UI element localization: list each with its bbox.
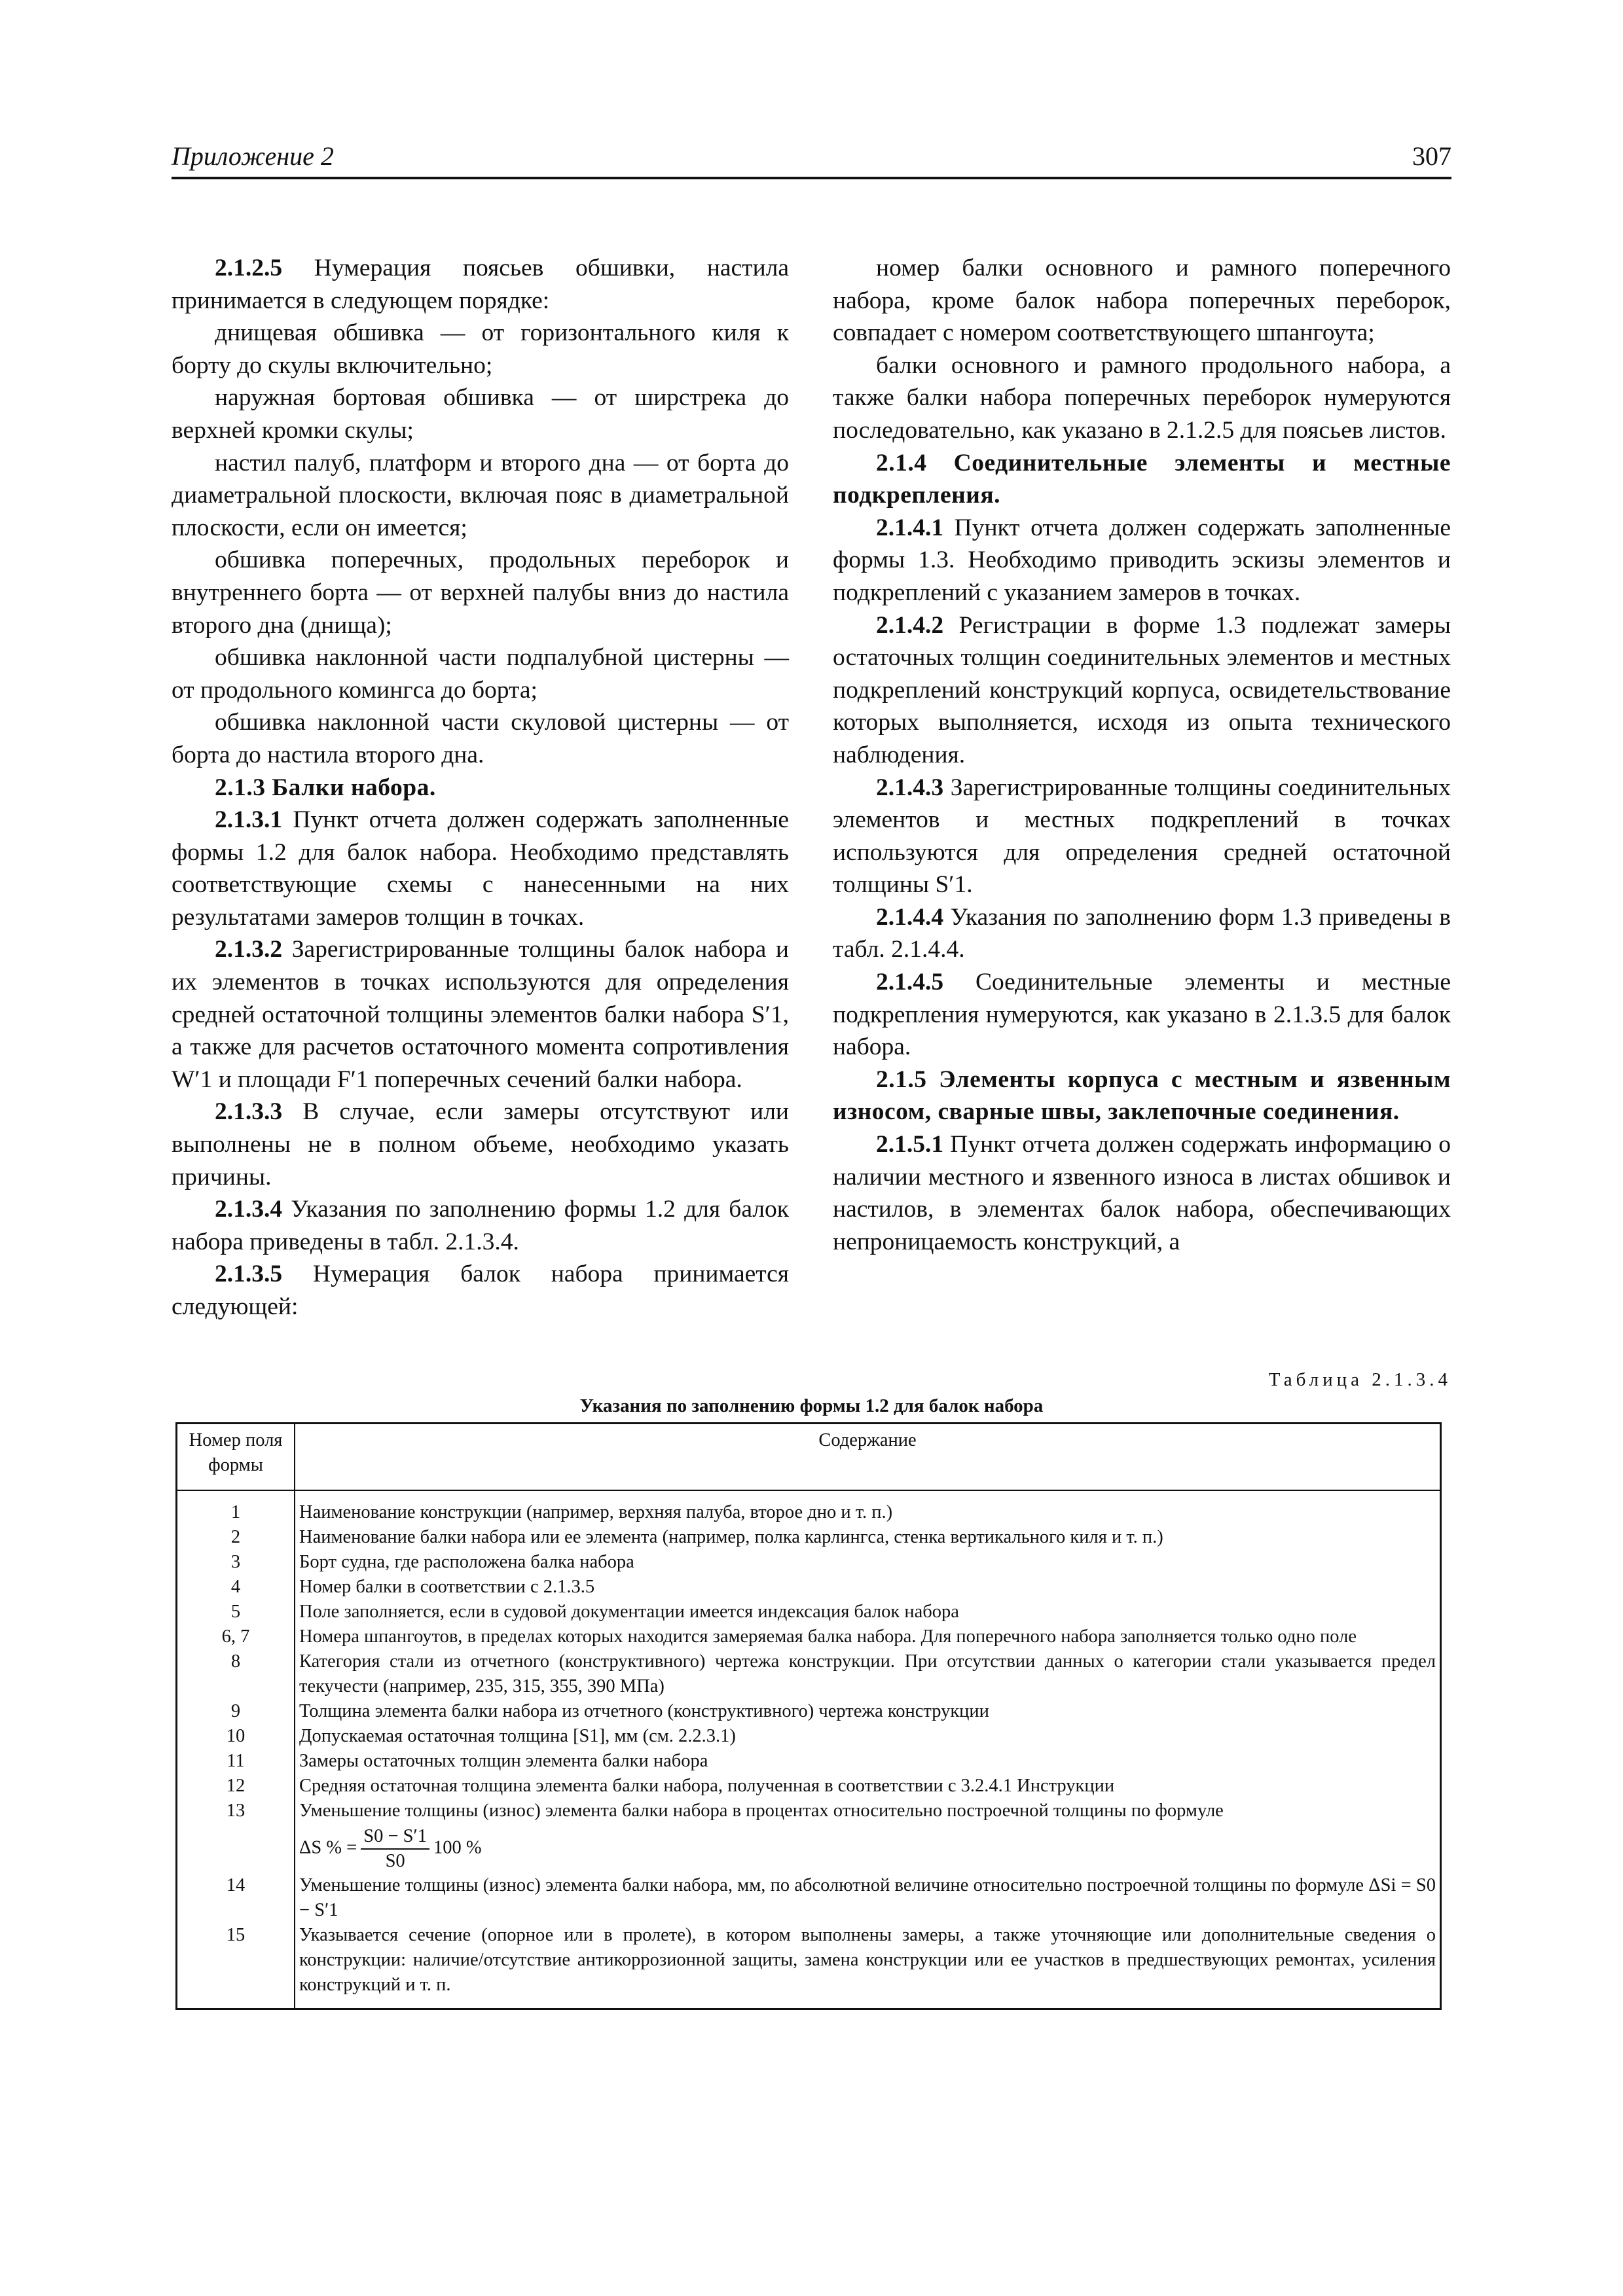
field-number-cell: 3	[177, 1550, 295, 1575]
clause-number: 2.1.3.4	[215, 1196, 283, 1223]
content-cell	[295, 1749, 1441, 1774]
running-header	[172, 137, 1451, 177]
content-text: Замеры остаточных толщин элемента балки набора	[299, 1751, 708, 1771]
field-number-cell: 9	[177, 1699, 295, 1724]
paragraph-text: Пункт отчета должен содержать заполненные формы 1.2 для балок набора. Необходимо представлять соответствующие схемы с нанесенными на них результатами замеров толщин в точках.	[172, 806, 789, 931]
clause-number: 2.1.4 Соединительные элементы и местные подкрепления.	[833, 449, 1451, 509]
field-number-cell: 12	[177, 1774, 295, 1799]
formula-lhs: ΔS % =	[299, 1837, 357, 1858]
field-number-cell: 5	[177, 1600, 295, 1624]
paragraph	[172, 804, 789, 933]
content-text: Номер балки в соответствии с 2.1.3.5	[299, 1577, 595, 1597]
paragraph	[833, 252, 1451, 350]
paragraph	[172, 1096, 789, 1193]
paragraph-text: Пункт отчета должен содержать заполненные формы 1.3. Необходимо приводить эскизы элементов и подкреплений с указанием замеров в точках.	[833, 514, 1451, 606]
content-cell	[295, 1873, 1441, 1923]
content-cell	[295, 1600, 1441, 1624]
field-number-cell: 4	[177, 1575, 295, 1600]
paragraph	[172, 933, 789, 1096]
paragraph	[172, 382, 789, 446]
field-number-cell: 10	[177, 1724, 295, 1749]
paragraph	[833, 772, 1451, 901]
clause-number: 2.1.3.3	[215, 1098, 283, 1126]
content-text: Уменьшение толщины (износ) элемента балки набора, мм, по абсолютной величине относительно построечной толщины по формуле ΔSi = S0 − S′1	[299, 1875, 1436, 1920]
paragraph-text: Указания по заполнению форм 1.3 приведены в табл. 2.1.4.4.	[833, 903, 1451, 963]
content-text: Уменьшение толщины (износ) элемента балки набора в процентах относительно построечной толщины по формуле	[299, 1801, 1224, 1821]
table-row	[177, 1525, 1441, 1550]
table-row	[177, 1923, 1441, 2009]
content-cell	[295, 1624, 1441, 1649]
table-row	[177, 1575, 1441, 1600]
table-label: Таблица 2.1.3.4	[1268, 1369, 1451, 1390]
section-title: Приложение 2	[172, 141, 334, 171]
content-cell	[295, 1550, 1441, 1575]
clause-number: 2.1.4.2	[876, 611, 944, 639]
paragraph	[833, 609, 1451, 772]
field-number-cell: 1	[177, 1490, 295, 1525]
field-number-cell: 8	[177, 1649, 295, 1699]
left-column	[172, 252, 789, 1323]
content-text: Наименование конструкции (например, верхняя палуба, второе дно и т. п.)	[299, 1502, 893, 1522]
content-text: Номера шпангоутов, в пределах которых находится замеряемая балка набора. Для поперечного набора заполняется только одно поле	[299, 1626, 1357, 1647]
clause-number: 2.1.5.1	[876, 1131, 944, 1158]
clause-number: 2.1.5 Элементы корпуса с местным и язвенным износом, сварные швы, заклепочные соединения.	[833, 1066, 1451, 1126]
content-text: Толщина элемента балки набора из отчетного (конструктивного) чертежа конструкции	[299, 1701, 989, 1721]
table-row	[177, 1649, 1441, 1699]
paragraph	[172, 772, 789, 804]
paragraph-text: номер балки основного и рамного поперечного набора, кроме балок набора поперечных переборок, совпадает с номером соответствующего шпангоута;	[833, 255, 1451, 347]
table-row	[177, 1550, 1441, 1575]
table-row	[177, 1699, 1441, 1724]
table-row	[177, 1724, 1441, 1749]
field-number-cell: 14	[177, 1873, 295, 1923]
clause-number: 2.1.3.5	[215, 1261, 283, 1288]
content-cell	[295, 1575, 1441, 1600]
content-cell	[295, 1799, 1441, 1873]
paragraph	[833, 901, 1451, 966]
clause-number: 2.1.4.3	[876, 774, 944, 801]
content-text: Категория стали из отчетного (конструктивного) чертежа конструкции. При отсутствии данных о категории стали указывается предел текучести (например, 235, 315, 355, 390 МПа)	[299, 1651, 1436, 1696]
paragraph	[172, 706, 789, 771]
right-column	[833, 252, 1451, 1258]
table-row	[177, 1799, 1441, 1873]
table-row	[177, 1490, 1441, 1525]
paragraph-text: обшивка поперечных, продольных переборок и внутреннего борта — от верхней палубы вниз до настила второго дна (днища);	[172, 547, 789, 639]
paragraph	[172, 447, 789, 545]
formula	[299, 1825, 1436, 1873]
clause-number: 2.1.4.5	[876, 969, 944, 996]
content-cell	[295, 1649, 1441, 1699]
paragraph-text: обшивка наклонной части скуловой цистерны — от борта до настила второго дна.	[172, 709, 789, 768]
content-cell	[295, 1923, 1441, 2009]
paragraph-text: Пункт отчета должен содержать информацию о наличии местного и язвенного износа в листах обшивок и настилов, в элементах балок набора, обеспечивающих непроницаемость конструкций, а	[833, 1131, 1451, 1255]
clause-number: 2.1.3 Балки набора.	[215, 774, 436, 801]
table-row	[177, 1774, 1441, 1799]
paragraph-text: Нумерация поясьев обшивки, настила принимается в следующем порядке:	[172, 255, 789, 314]
content-cell	[295, 1699, 1441, 1724]
paragraph-text: балки основного и рамного продольного набора, а также балки набора поперечных переборок нумеруются последовательно, как указано в 2.1.2.5 для поясьев листов.	[833, 351, 1451, 444]
content-cell	[295, 1490, 1441, 1525]
content-cell	[295, 1525, 1441, 1550]
clause-number: 2.1.4.4	[876, 903, 944, 931]
table-row	[177, 1600, 1441, 1624]
content-text: Поле заполняется, если в судовой документации имеется индексация балок набора	[299, 1602, 959, 1622]
clause-number: 2.1.3.1	[215, 806, 283, 834]
paragraph	[172, 544, 789, 641]
content-text: Наименование балки набора или ее элемента (например, полка карлингса, стенка вертикального киля и т. п.)	[299, 1527, 1163, 1547]
paragraph	[833, 1064, 1451, 1128]
paragraph	[833, 447, 1451, 512]
paragraph-text: обшивка наклонной части подпалубной цистерны — от продольного комингса до борта;	[172, 644, 789, 704]
clause-number: 2.1.3.2	[215, 936, 283, 963]
clause-number: 2.1.2.5	[215, 255, 283, 281]
content-text: Указывается сечение (опорное или в пролете), в котором выполнены замеры, а также уточняющие или дополнительные сведения о конструкции: наличие/отсутствие антикоррозионной защиты, замена конструкции или ее участков в предшествующих ремонтах, усиления конструкций и т. п.	[299, 1925, 1436, 1995]
field-number-cell: 6, 7	[177, 1624, 295, 1649]
formula-fraction	[361, 1825, 429, 1873]
paragraph-text: Зарегистрированные толщины балок набора и их элементов в точках используются для определения средней остаточной толщины элементов балки набора S′1, а также для расчетов остаточного момента сопротивления W′1 и площади F′1 поперечных сечений балки набора.	[172, 936, 789, 1093]
paragraph-text: Указания по заполнению формы 1.2 для балок набора приведены в табл. 2.1.3.4.	[172, 1196, 789, 1255]
paragraph-text: Зарегистрированные толщины соединительных элементов и местных подкреплений в точках используются для определения средней остаточной толщины S′1.	[833, 774, 1451, 899]
table-row	[177, 1873, 1441, 1923]
header-rule	[172, 177, 1451, 179]
content-cell	[295, 1774, 1441, 1799]
content-text: Средняя остаточная толщина элемента балки набора, полученная в соответствии с 3.2.4.1 Инструкции	[299, 1776, 1115, 1796]
col-header-content: Содержание	[295, 1424, 1441, 1491]
instructions-table	[175, 1422, 1442, 2010]
paragraph-text: Соединительные элементы и местные подкрепления нумеруются, как указано в 2.1.3.5 для балок набора.	[833, 969, 1451, 1061]
paragraph	[833, 1128, 1451, 1258]
paragraph	[833, 966, 1451, 1064]
paragraph	[172, 252, 789, 317]
paragraph	[172, 1258, 789, 1323]
field-number-cell: 15	[177, 1923, 295, 2009]
page-number: 307	[1412, 141, 1451, 171]
table-row	[177, 1624, 1441, 1649]
paragraph	[833, 350, 1451, 447]
field-number-cell: 2	[177, 1525, 295, 1550]
paragraph	[172, 1193, 789, 1258]
paragraph-text: наружная бортовая обшивка — от ширстрека до верхней кромки скулы;	[172, 384, 789, 444]
formula-rhs: 100 %	[433, 1837, 482, 1858]
paragraph	[172, 317, 789, 382]
paragraph	[172, 641, 789, 706]
content-text: Допускаемая остаточная толщина [S1], мм (см. 2.2.3.1)	[299, 1726, 736, 1746]
formula-numerator: S0 − S′1	[361, 1825, 429, 1850]
field-number-cell: 11	[177, 1749, 295, 1774]
content-cell	[295, 1724, 1441, 1749]
paragraph-text: Регистрации в форме 1.3 подлежат замеры остаточных толщин соединительных элементов и местных подкреплений конструкций корпуса, освидетельствование которых выполняется, исходя из опыта технического наблюдения.	[833, 611, 1451, 768]
field-number-cell: 13	[177, 1799, 295, 1873]
content-text: Борт судна, где расположена балка набора	[299, 1552, 634, 1572]
formula-denominator: S0	[385, 1851, 405, 1871]
paragraph-text: днищевая обшивка — от горизонтального киля к борту до скулы включительно;	[172, 319, 789, 379]
clause-number: 2.1.4.1	[876, 514, 944, 541]
table-title: Указания по заполнению формы 1.2 для балок набора	[579, 1395, 1044, 1416]
paragraph-text: Нумерация балок набора принимается следующей:	[172, 1261, 789, 1320]
paragraph-text: В случае, если замеры отсутствуют или выполнены не в полном объеме, необходимо указать причины.	[172, 1098, 789, 1191]
paragraph-text: настил палуб, платформ и второго дна — от борта до диаметральной плоскости, включая пояс в диаметральной плоскости, если он имеется;	[172, 449, 789, 541]
table-row	[177, 1749, 1441, 1774]
col-header-field-number: Номер поля формы	[177, 1424, 295, 1491]
paragraph	[833, 512, 1451, 609]
